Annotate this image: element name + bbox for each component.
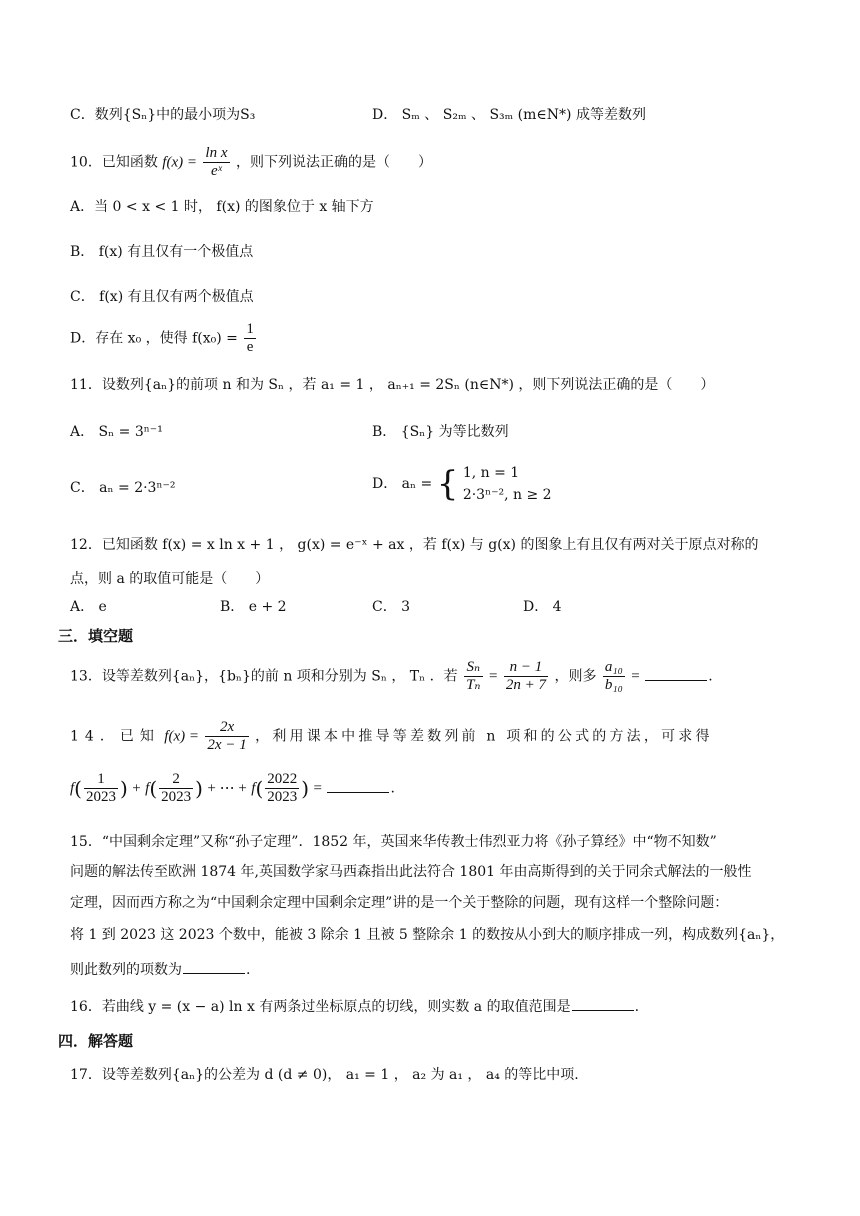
q13-text: 13．设等差数列{aₙ}，{bₙ}的前 n 项和分别为 Sₙ ， Tₙ ．若 [70,668,458,685]
q11-option-b: B． {Sₙ} 为等比数列 [372,424,509,440]
q10-option-a: A．当 0 < x < 1 时， f(x) 的图象位于 x 轴下方 [70,199,374,215]
q15-period: . [246,962,251,978]
q13-eq: = [488,668,498,685]
q10-d-numerator: 1 [246,321,254,337]
q14-term-2 [159,772,193,805]
q10-fx: f(x) = [162,154,197,171]
q12-option-c: C． 3 [372,599,411,615]
section-4-heading: 四．解答题 [58,1032,134,1050]
q13-post: = [631,668,640,685]
q10-numerator: ln x [205,145,228,161]
q15-line-5 [70,963,250,977]
q13-st-num: Sₙ [464,660,482,677]
q10-d-fraction [244,322,256,355]
q10-denominator: eˣ [211,163,222,179]
q12-option-b: B． e + 2 [220,599,287,615]
q13-st-den: Tₙ [466,677,481,693]
q16 [70,1000,639,1014]
q15-line-2: 问题的解法传至欧洲 1874 年,英国数学家马西森指出此法符合 1801 年由高斯得到的关于同余式解法的一般性 [70,864,752,880]
q14-answer-blank[interactable] [327,791,389,793]
q11-option-a: A． Sₙ = 3ⁿ⁻¹ [70,424,163,440]
q14-plus: + [132,780,141,797]
q11-option-c: C． aₙ = 2·3ⁿ⁻² [70,480,176,496]
q14-t1-den: 2023 [85,789,116,805]
q10-stem [70,146,432,179]
q13-fraction-ab [603,660,625,693]
q14-t3-den: 2023 [267,789,298,805]
q14-f2: f [145,780,150,797]
q10-fraction [203,146,229,179]
q14-line-2: f( $\frac{1}{2023}$ ) + f( $\frac{2}{2023}$ ) + ⋯ + f( $\frac{2022}{2023}$ ) = . [70,771,395,805]
q13-ab-den: b₁₀ [604,677,623,693]
q16-text: 16．若曲线 y = (x − a) ln x 有两条过坐标原点的切线，则实数 a 的取值范围是 [70,999,571,1015]
q15-line-3: 定理，因而西方称之为“中国剩余定理中国剩余定理”讲的是一个关于整除的问题，现有这样一个整除问题： [70,895,729,911]
q15-line-1: 15．“中国剩余定理”又称“孙子定理”．1852 年，英国来华传教士伟烈亚力将《孙子算经》中“物不知数” [70,834,717,850]
q9-option-c: C．数列{Sₙ}中的最小项为S₃ [70,107,256,123]
q14-t2-den: 2023 [161,789,192,805]
q10-option-c: C． f(x) 有且仅有两个极值点 [70,289,254,305]
q11-d-text: D． aₙ = [372,476,433,492]
q13-period: . [708,668,713,685]
q9-option-d: D． Sₘ 、 S₂ₘ 、 S₃ₘ (m∈N*) 成等差数列 [372,107,646,123]
q13 [70,660,713,693]
q13-n-den: 2n + 7 [505,677,546,693]
q14-term-1 [84,772,118,805]
q14-f1: f [70,780,75,797]
q10-label: 10．已知函数 [70,154,158,171]
section-3-heading: 三．填空题 [58,627,134,645]
q14-numerator: 2x [205,720,248,737]
q11-stem: 11．设数列{aₙ}的前项 n 和为 Sₙ ，若 a₁ = 1 ， aₙ₊₁ = 2Sₙ (n∈N*) ，则下列说法正确的是（ ） [70,377,715,393]
q11-d-cases [463,462,552,506]
q14-line-1 [70,720,795,753]
q12-option-a: A． e [70,599,107,615]
q14-label: 14．已知 [70,728,160,745]
q13-ab-num: a₁₀ [604,659,623,675]
q17: 17．设等差数列{aₙ}的公差为 d (d ≠ 0)， a₁ = 1 ， a₂ 为 a₁ ， a₄ 的等比中项. [70,1067,579,1083]
q14-term-3 [265,772,299,805]
q15-answer-blank[interactable] [183,972,245,974]
q10-d-denominator: e [246,339,254,355]
q10-d-text: D．存在 x₀ ，使得 f(x₀) = [70,330,238,347]
q10-option-b: B． f(x) 有且仅有一个极值点 [70,244,254,260]
q10-option-d [70,322,258,355]
q14-tail: ，利用课本中推导等差数列前 n 项和的公式的方法，可求得 [255,728,713,745]
q13-mid: ，则多 [554,668,597,685]
q14-fx: f(x) = [164,728,199,745]
q15-line-5-text: 则此数列的项数为 [70,962,182,978]
q11-d-case-2: 2·3ⁿ⁻², n ≥ 2 [462,487,552,503]
q14-t2-num: 2 [159,772,193,789]
q12-line-1: 12．已知函数 f(x) = x ln x + 1 ， g(x) = e⁻ˣ + ax ，若 f(x) 与 g(x) 的图象上有且仅有两对关于原点对称的 [70,537,759,553]
q11-d-case-1: 1, n = 1 [462,465,520,481]
q14-t3-num: 2022 [267,771,298,787]
q13-fraction-st [464,660,482,693]
q13-fraction-n [504,660,548,693]
q14-period: . [390,780,395,797]
q14-denominator: 2x − 1 [207,737,247,753]
q11-option-d [372,462,552,506]
q12-option-d: D． 4 [523,599,562,615]
q14-fraction [205,720,248,753]
q13-n-num: n − 1 [504,660,548,677]
q10-tail: ，则下列说法正确的是（ ） [235,154,432,171]
q16-answer-blank[interactable] [572,1009,634,1011]
q15-line-4: 将 1 到 2023 这 2023 个数中，能被 3 除余 1 且被 5 整除余 1 的数按从小到大的顺序排成一列，构成数列{aₙ}， [70,927,785,943]
q11-d-brace: { [436,464,459,504]
q12-line-2: 点，则 a 的取值可能是（ ） [70,571,270,587]
q14-dots: + ⋯ + [207,780,247,797]
q16-period: . [634,999,640,1015]
q13-answer-blank[interactable] [645,679,707,681]
q14-eq: = [313,780,323,797]
q14-t1-num: 1 [84,772,118,789]
q14-f3: f [251,780,256,797]
